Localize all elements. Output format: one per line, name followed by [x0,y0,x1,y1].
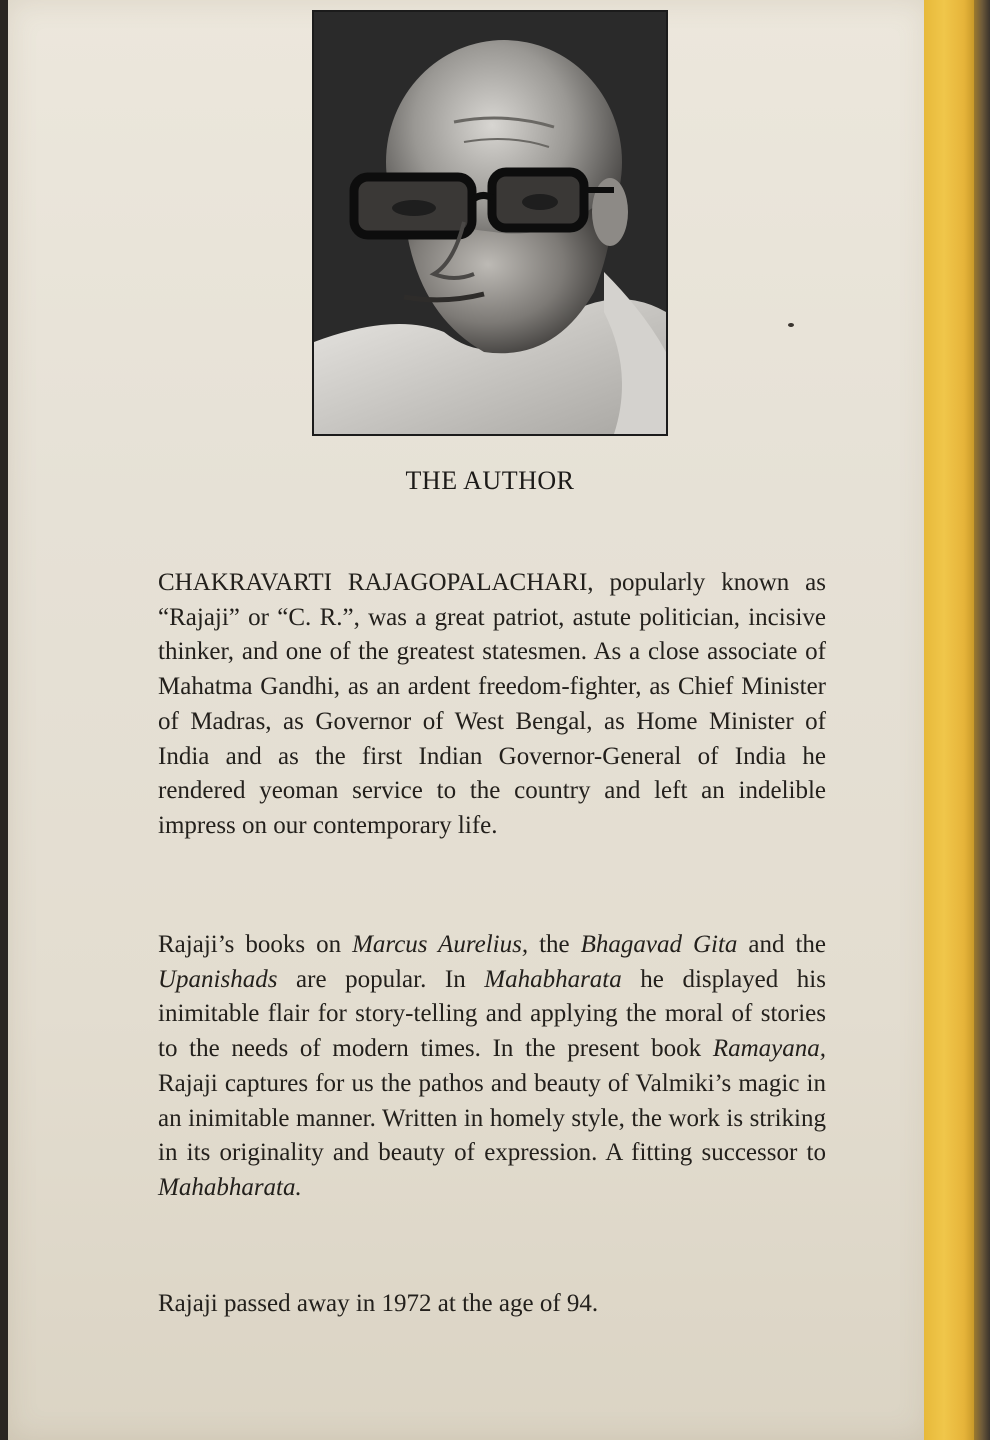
text-run: Rajaji captures for us the pathos and beauty of Valmiki’s magic in an inimitable manner. Written in homely style, the work is striking in its originality and beauty of expression. A fitting successor to [158,1069,826,1167]
text-run: he displayed his inimitable flair for story-telling and applying the moral of stories to the needs of modern times. In the present book [158,965,826,1063]
closing-paragraph [158,1287,826,1322]
books-paragraph [158,928,826,1206]
title-bhagavad-gita: Bhagavad Gita [580,931,738,958]
title-upanishads: Upanishads [158,965,278,993]
author-portrait [312,10,668,436]
book-edge [974,0,990,1440]
title-ramayana: Ramayana, [712,1035,826,1063]
title-mahabharata: Mahabharata [484,965,622,993]
author-portrait-icon [314,12,666,434]
title-marcus-aurelius: Marcus Aurelius, [352,931,529,958]
yellow-spine-strip [924,0,974,1440]
text-run: and the [737,931,827,958]
books-text [158,928,826,1206]
text-run: the [528,931,581,958]
biography-paragraph [158,566,826,844]
text-run: Rajaji’s books on [158,931,353,958]
text-run: are popular. In [277,965,485,993]
biography-text: CHAKRAVARTI RAJAGOPALACHARI, popularly known as “Rajaji” or “C. R.”, was a great patriot, astute politician, incisive thinker, and one of the greatest statesmen. As a close associate of Mahatma Gandhi, as an ardent freedom-fighter, as Chief Minister of Madras, as Governor of West Bengal, as Home Minister of India and as the first Indian Governor-General of India he rendered yeoman service to the country and left an indelible impress on our contemporary life. [158,569,826,839]
closing-text: Rajaji passed away in 1972 at the age of 94. [158,1290,599,1317]
ink-speck [788,323,794,327]
title-mahabharata-2: Mahabharata. [158,1173,302,1201]
page-heading: THE AUTHOR [405,466,575,495]
